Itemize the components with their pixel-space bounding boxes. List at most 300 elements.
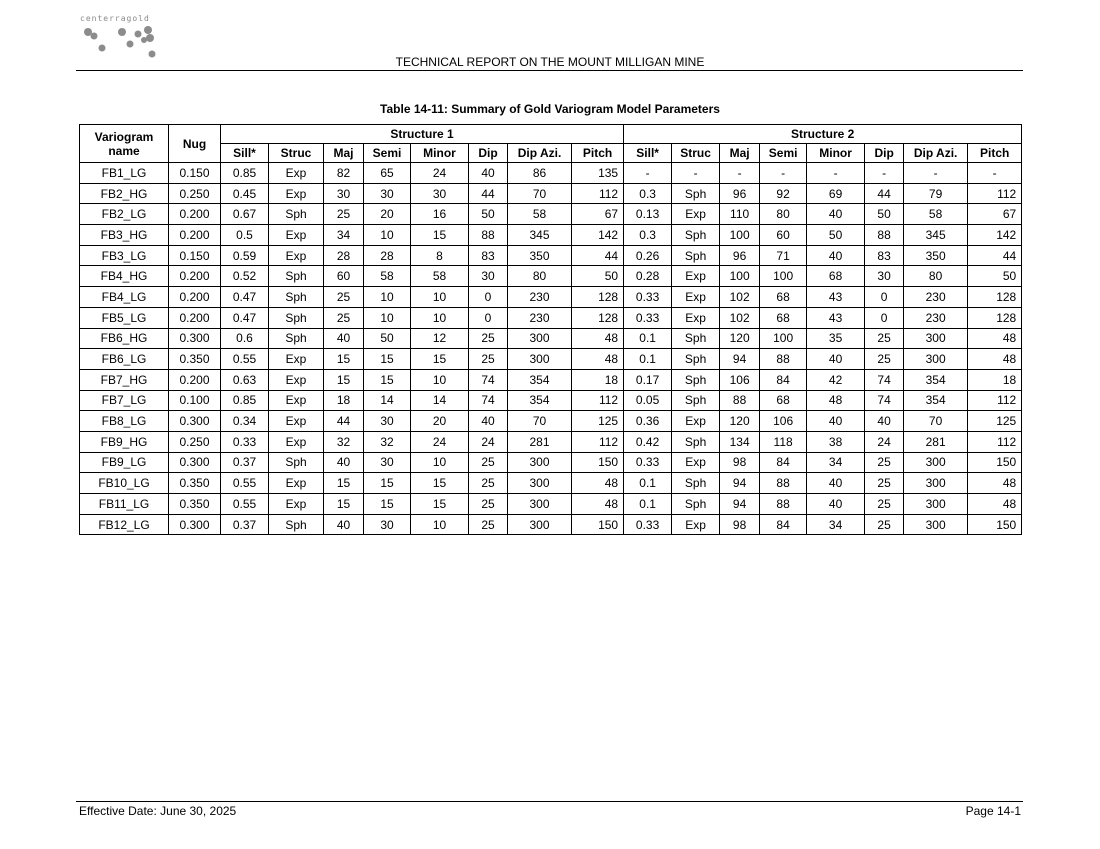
table-cell: 84	[760, 452, 807, 473]
table-cell: FB11_LG	[80, 494, 169, 515]
table-cell: 0.85	[221, 163, 269, 184]
table-cell: 0.1	[624, 473, 672, 494]
table-cell: 25	[469, 473, 508, 494]
subheader-s1-dip: Dip	[469, 144, 508, 163]
table-row	[80, 245, 1022, 266]
table-cell: 0.200	[169, 287, 221, 308]
table-cell: 10	[411, 307, 469, 328]
table-cell: 14	[411, 390, 469, 411]
table-cell: 0.55	[221, 473, 269, 494]
table-cell: 50	[364, 328, 411, 349]
table-cell: 92	[760, 183, 807, 204]
table-row	[80, 411, 1022, 432]
table-cell: 0.200	[169, 204, 221, 225]
table-cell: 300	[508, 514, 572, 535]
table-cell: 300	[508, 473, 572, 494]
table-cell: 40	[469, 411, 508, 432]
table-cell: 300	[904, 514, 968, 535]
table-cell: 30	[364, 452, 411, 473]
table-cell: 15	[411, 494, 469, 515]
table-cell: 40	[807, 204, 865, 225]
table-cell: 15	[411, 349, 469, 370]
subheader-s2-semi: Semi	[760, 144, 807, 163]
table-cell: 80	[904, 266, 968, 287]
table-cell: 230	[508, 287, 572, 308]
table-cell: 80	[760, 204, 807, 225]
table-cell: Exp	[672, 514, 720, 535]
variogram-table	[79, 124, 1022, 535]
table-cell: 0.300	[169, 411, 221, 432]
table-cell: 25	[865, 473, 904, 494]
table-cell: 70	[508, 411, 572, 432]
table-cell: 40	[807, 411, 865, 432]
table-cell: 100	[720, 266, 760, 287]
table-cell: 0.33	[624, 452, 672, 473]
table-cell: 0.1	[624, 328, 672, 349]
table-cell: 0.3	[624, 225, 672, 246]
table-cell: FB9_HG	[80, 431, 169, 452]
table-cell: 30	[411, 183, 469, 204]
table-cell: 345	[508, 225, 572, 246]
table-cell: 0.300	[169, 328, 221, 349]
subheader-s2-pitch: Pitch	[968, 144, 1022, 163]
table-cell: 20	[411, 411, 469, 432]
table-cell: 0.05	[624, 390, 672, 411]
table-cell: 15	[324, 369, 364, 390]
table-cell: 44	[324, 411, 364, 432]
table-row	[80, 307, 1022, 328]
table-cell: 74	[865, 369, 904, 390]
table-cell: 0	[469, 287, 508, 308]
header-divider	[76, 70, 1023, 71]
table-cell: Sph	[269, 452, 324, 473]
table-cell: 12	[411, 328, 469, 349]
table-cell: 281	[508, 431, 572, 452]
table-cell: 0.67	[221, 204, 269, 225]
table-cell: FB6_LG	[80, 349, 169, 370]
table-cell: 100	[720, 225, 760, 246]
table-cell: 40	[807, 349, 865, 370]
table-cell: 0.26	[624, 245, 672, 266]
table-cell: 0.45	[221, 183, 269, 204]
table-cell: -	[672, 163, 720, 184]
table-cell: 44	[865, 183, 904, 204]
table-cell: 25	[324, 204, 364, 225]
table-cell: 34	[807, 514, 865, 535]
table-cell: 106	[720, 369, 760, 390]
table-cell: FB9_LG	[80, 452, 169, 473]
table-cell: 350	[508, 245, 572, 266]
table-cell: 15	[364, 473, 411, 494]
table-cell: 30	[364, 514, 411, 535]
table-cell: 83	[865, 245, 904, 266]
table-cell: 28	[364, 245, 411, 266]
footer-divider	[76, 801, 1023, 802]
table-row	[80, 390, 1022, 411]
table-cell: 15	[324, 349, 364, 370]
table-cell: 18	[324, 390, 364, 411]
table-cell: 15	[364, 369, 411, 390]
table-cell: 0.33	[624, 287, 672, 308]
table-header-row-1	[80, 125, 1022, 144]
table-cell: Sph	[672, 349, 720, 370]
table-cell: 42	[807, 369, 865, 390]
table-cell: 0.37	[221, 452, 269, 473]
table-cell: -	[865, 163, 904, 184]
table-cell: 300	[508, 494, 572, 515]
table-cell: 0.350	[169, 494, 221, 515]
subheader-s2-dipazi: Dip Azi.	[904, 144, 968, 163]
table-cell: 40	[324, 514, 364, 535]
table-cell: 112	[968, 390, 1022, 411]
table-cell: Exp	[269, 163, 324, 184]
table-cell: 142	[968, 225, 1022, 246]
table-cell: 30	[865, 266, 904, 287]
table-cell: 354	[508, 369, 572, 390]
table-row	[80, 431, 1022, 452]
table-cell: 230	[508, 307, 572, 328]
table-cell: 354	[508, 390, 572, 411]
table-cell: 354	[904, 390, 968, 411]
table-cell: FB6_HG	[80, 328, 169, 349]
table-cell: FB7_HG	[80, 369, 169, 390]
table-cell: 0	[865, 307, 904, 328]
header-variogram-name: Variogram name	[80, 125, 169, 163]
table-cell: Exp	[269, 473, 324, 494]
table-cell: 48	[572, 349, 624, 370]
table-cell: 83	[469, 245, 508, 266]
table-cell: 142	[572, 225, 624, 246]
table-row	[80, 328, 1022, 349]
table-cell: 98	[720, 514, 760, 535]
table-cell: Exp	[269, 225, 324, 246]
table-cell: 48	[807, 390, 865, 411]
table-cell: 300	[508, 328, 572, 349]
table-cell: 15	[411, 473, 469, 494]
table-cell: 150	[572, 514, 624, 535]
table-cell: 96	[720, 245, 760, 266]
table-cell: 20	[364, 204, 411, 225]
table-cell: 25	[865, 349, 904, 370]
table-cell: 94	[720, 494, 760, 515]
table-cell: Exp	[269, 369, 324, 390]
table-cell: 10	[364, 287, 411, 308]
table-cell: 118	[760, 431, 807, 452]
table-cell: 0.1	[624, 349, 672, 370]
table-cell: 10	[364, 307, 411, 328]
table-cell: 74	[469, 369, 508, 390]
table-cell: 100	[760, 328, 807, 349]
table-cell: Exp	[269, 411, 324, 432]
table-cell: 60	[324, 266, 364, 287]
table-cell: 110	[720, 204, 760, 225]
table-cell: FB10_LG	[80, 473, 169, 494]
table-cell: 32	[324, 431, 364, 452]
table-cell: 65	[364, 163, 411, 184]
table-cell: 25	[469, 514, 508, 535]
table-cell: Exp	[672, 204, 720, 225]
table-cell: Sph	[269, 287, 324, 308]
table-cell: 25	[324, 307, 364, 328]
table-cell: Sph	[672, 390, 720, 411]
table-cell: 88	[469, 225, 508, 246]
table-cell: 230	[904, 307, 968, 328]
table-row	[80, 287, 1022, 308]
table-cell: 25	[469, 494, 508, 515]
table-cell: 34	[807, 452, 865, 473]
table-cell: 0	[469, 307, 508, 328]
table-cell: 48	[572, 473, 624, 494]
table-cell: 112	[968, 431, 1022, 452]
table-cell: FB8_LG	[80, 411, 169, 432]
table-cell: 70	[904, 411, 968, 432]
table-cell: 24	[411, 431, 469, 452]
table-cell: 112	[572, 390, 624, 411]
subheader-s1-pitch: Pitch	[572, 144, 624, 163]
table-cell: 50	[807, 225, 865, 246]
table-cell: 67	[968, 204, 1022, 225]
table-cell: Sph	[269, 307, 324, 328]
table-cell: 0.1	[624, 494, 672, 515]
table-cell: Exp	[269, 390, 324, 411]
table-cell: Sph	[672, 431, 720, 452]
table-cell: Sph	[672, 225, 720, 246]
table-cell: FB4_HG	[80, 266, 169, 287]
table-row	[80, 204, 1022, 225]
table-cell: 0.150	[169, 163, 221, 184]
table-cell: 15	[364, 494, 411, 515]
table-cell: Sph	[269, 514, 324, 535]
header-nug: Nug	[169, 125, 221, 163]
table-cell: 102	[720, 307, 760, 328]
table-cell: 25	[469, 349, 508, 370]
table-cell: 0.33	[624, 307, 672, 328]
table-cell: 58	[904, 204, 968, 225]
table-cell: 8	[411, 245, 469, 266]
subheader-s2-maj: Maj	[720, 144, 760, 163]
table-cell: 48	[968, 473, 1022, 494]
table-cell: 0.85	[221, 390, 269, 411]
table-cell: Exp	[672, 287, 720, 308]
table-row	[80, 183, 1022, 204]
table-cell: 88	[720, 390, 760, 411]
table-cell: 25	[865, 494, 904, 515]
table-cell: 88	[760, 494, 807, 515]
table-cell: 44	[469, 183, 508, 204]
table-cell: Sph	[672, 369, 720, 390]
table-cell: 69	[807, 183, 865, 204]
table-cell: 128	[968, 287, 1022, 308]
table-cell: 10	[411, 514, 469, 535]
table-cell: 10	[364, 225, 411, 246]
table-cell: 0.200	[169, 225, 221, 246]
table-cell: 120	[720, 411, 760, 432]
table-cell: 86	[508, 163, 572, 184]
table-cell: Sph	[672, 183, 720, 204]
table-cell: 28	[324, 245, 364, 266]
table-cell: 25	[469, 452, 508, 473]
table-cell: 25	[865, 514, 904, 535]
table-cell: 345	[904, 225, 968, 246]
table-cell: 0.6	[221, 328, 269, 349]
table-cell: 0.28	[624, 266, 672, 287]
table-cell: 25	[469, 328, 508, 349]
table-cell: 10	[411, 369, 469, 390]
table-cell: Sph	[672, 245, 720, 266]
table-cell: 84	[760, 514, 807, 535]
table-cell: 0.250	[169, 183, 221, 204]
subheader-s1-dipazi: Dip Azi.	[508, 144, 572, 163]
table-cell: -	[760, 163, 807, 184]
table-cell: FB2_HG	[80, 183, 169, 204]
table-cell: 350	[904, 245, 968, 266]
table-cell: Exp	[672, 307, 720, 328]
table-cell: 150	[572, 452, 624, 473]
table-cell: 0.100	[169, 390, 221, 411]
table-cell: 300	[904, 328, 968, 349]
table-cell: 0.350	[169, 473, 221, 494]
table-cell: -	[968, 163, 1022, 184]
table-cell: FB3_HG	[80, 225, 169, 246]
table-cell: 68	[760, 390, 807, 411]
subheader-s1-struc: Struc	[269, 144, 324, 163]
table-cell: 18	[572, 369, 624, 390]
table-cell: 0.55	[221, 494, 269, 515]
table-cell: -	[904, 163, 968, 184]
table-cell: -	[807, 163, 865, 184]
header-structure-1: Structure 1	[221, 125, 624, 144]
table-cell: 150	[968, 514, 1022, 535]
table-cell: 300	[904, 473, 968, 494]
table-cell: 40	[324, 452, 364, 473]
table-cell: 15	[364, 349, 411, 370]
table-cell: 82	[324, 163, 364, 184]
table-cell: 25	[324, 287, 364, 308]
table-cell: 300	[904, 494, 968, 515]
table-cell: 30	[364, 183, 411, 204]
table-cell: 44	[968, 245, 1022, 266]
table-cell: 125	[968, 411, 1022, 432]
table-cell: 0.33	[221, 431, 269, 452]
table-cell: 24	[469, 431, 508, 452]
subheader-s2-struc: Struc	[672, 144, 720, 163]
subheader-s1-maj: Maj	[324, 144, 364, 163]
table-cell: 0.300	[169, 514, 221, 535]
table-cell: 0.47	[221, 287, 269, 308]
subheader-s1-sill: Sill*	[221, 144, 269, 163]
table-cell: 0.52	[221, 266, 269, 287]
table-cell: 300	[904, 349, 968, 370]
table-cell: Sph	[672, 328, 720, 349]
table-row	[80, 349, 1022, 370]
table-cell: 43	[807, 307, 865, 328]
table-cell: 35	[807, 328, 865, 349]
table-cell: 40	[865, 411, 904, 432]
table-cell: 60	[760, 225, 807, 246]
table-cell: 300	[508, 349, 572, 370]
table-cell: 48	[968, 349, 1022, 370]
table-cell: 134	[720, 431, 760, 452]
table-cell: Exp	[672, 266, 720, 287]
table-cell: 48	[968, 494, 1022, 515]
table-cell: 70	[508, 183, 572, 204]
logo-wordmark: centerragold	[80, 14, 150, 23]
table-cell: 0.37	[221, 514, 269, 535]
table-cell: 58	[364, 266, 411, 287]
table-cell: 112	[968, 183, 1022, 204]
table-cell: 0.350	[169, 349, 221, 370]
table-cell: 40	[807, 494, 865, 515]
table-cell: 40	[807, 473, 865, 494]
table-cell: 0.63	[221, 369, 269, 390]
table-cell: 24	[865, 431, 904, 452]
table-row	[80, 225, 1022, 246]
table-cell: Exp	[269, 349, 324, 370]
table-cell: 0.300	[169, 452, 221, 473]
table-cell: 32	[364, 431, 411, 452]
table-cell: 58	[508, 204, 572, 225]
table-cell: 300	[904, 452, 968, 473]
table-cell: 30	[364, 411, 411, 432]
table-cell: 50	[572, 266, 624, 287]
table-cell: 0.5	[221, 225, 269, 246]
table-cell: 128	[572, 287, 624, 308]
table-cell: FB2_LG	[80, 204, 169, 225]
table-cell: 44	[572, 245, 624, 266]
table-cell: FB4_LG	[80, 287, 169, 308]
table-cell: 74	[865, 390, 904, 411]
table-cell: Sph	[269, 328, 324, 349]
table-cell: 354	[904, 369, 968, 390]
table-cell: 15	[411, 225, 469, 246]
table-cell: Sph	[269, 204, 324, 225]
table-cell: 112	[572, 183, 624, 204]
table-cell: 25	[865, 328, 904, 349]
table-cell: 0.47	[221, 307, 269, 328]
table-cell: 0.33	[624, 514, 672, 535]
subheader-s2-sill: Sill*	[624, 144, 672, 163]
table-cell: 96	[720, 183, 760, 204]
table-cell: 94	[720, 473, 760, 494]
table-cell: 10	[411, 287, 469, 308]
table-cell: 34	[324, 225, 364, 246]
table-cell: 79	[904, 183, 968, 204]
table-cell: 300	[508, 452, 572, 473]
table-row	[80, 494, 1022, 515]
table-cell: Sph	[269, 266, 324, 287]
table-row	[80, 514, 1022, 535]
table-cell: 50	[968, 266, 1022, 287]
table-cell: Exp	[672, 452, 720, 473]
table-cell: 120	[720, 328, 760, 349]
table-cell: 0.3	[624, 183, 672, 204]
table-cell: 135	[572, 163, 624, 184]
table-cell: 48	[572, 328, 624, 349]
table-cell: 88	[865, 225, 904, 246]
table-cell: 43	[807, 287, 865, 308]
table-cell: 128	[968, 307, 1022, 328]
table-cell: 58	[411, 266, 469, 287]
table-cell: 0	[865, 287, 904, 308]
table-cell: 100	[760, 266, 807, 287]
table-cell: 0.200	[169, 307, 221, 328]
table-cell: 0.55	[221, 349, 269, 370]
table-cell: -	[720, 163, 760, 184]
table-cell: 88	[760, 473, 807, 494]
table-cell: 0.59	[221, 245, 269, 266]
table-cell: 15	[324, 473, 364, 494]
table-cell: 25	[865, 452, 904, 473]
